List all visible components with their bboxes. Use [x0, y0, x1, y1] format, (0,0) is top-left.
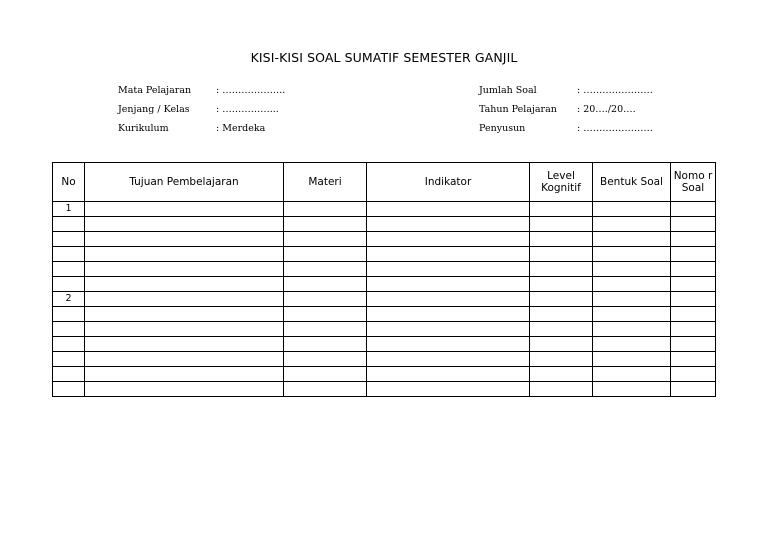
table-cell — [367, 217, 530, 232]
table-cell — [593, 292, 671, 307]
table-cell — [284, 337, 367, 352]
info-row-jumlah-soal — [479, 81, 653, 100]
table-row — [53, 322, 716, 337]
info-value: : …………………. — [577, 123, 653, 134]
table-cell — [593, 337, 671, 352]
document-title: KISI-KISI SOAL SUMATIF SEMESTER GANJIL — [250, 50, 518, 65]
table-cell — [284, 247, 367, 262]
table-cell — [367, 232, 530, 247]
table-cell — [530, 262, 593, 277]
table-row — [53, 262, 716, 277]
row-number-cell — [53, 322, 85, 337]
table-cell — [85, 382, 284, 397]
table-cell — [530, 307, 593, 322]
table-cell — [671, 382, 716, 397]
header-materi: Materi — [284, 163, 367, 202]
row-number-cell — [53, 232, 85, 247]
table-cell — [284, 322, 367, 337]
info-right — [479, 81, 653, 138]
info-label: Tahun Pelajaran — [479, 104, 557, 115]
info-label: Mata Pelajaran — [118, 85, 192, 96]
table-cell — [367, 292, 530, 307]
table-row — [53, 382, 716, 397]
table-cell — [671, 262, 716, 277]
table-cell — [85, 262, 284, 277]
table-cell — [593, 322, 671, 337]
row-number-cell — [53, 262, 85, 277]
table-cell — [284, 367, 367, 382]
header-level-kognitif: Level Kognitif — [530, 163, 593, 202]
table-cell — [367, 307, 530, 322]
table-cell — [530, 382, 593, 397]
table-cell — [85, 352, 284, 367]
table-cell — [284, 217, 367, 232]
info-label: Jenjang / Kelas — [118, 104, 190, 115]
table-cell — [367, 367, 530, 382]
table-cell — [85, 337, 284, 352]
table-cell — [593, 382, 671, 397]
row-number-cell: 1 — [53, 202, 85, 217]
table-row — [53, 367, 716, 382]
table-cell — [367, 247, 530, 262]
table-cell — [671, 232, 716, 247]
table-cell — [671, 322, 716, 337]
table-cell — [593, 307, 671, 322]
table-cell — [671, 367, 716, 382]
table-cell — [593, 202, 671, 217]
table-cell — [284, 352, 367, 367]
table-cell — [671, 352, 716, 367]
table-cell — [530, 217, 593, 232]
table-row — [53, 352, 716, 367]
table-cell — [593, 352, 671, 367]
info-label: Penyusun — [479, 123, 526, 134]
table-cell — [85, 277, 284, 292]
table-cell — [85, 322, 284, 337]
table-cell — [671, 307, 716, 322]
table-cell — [85, 247, 284, 262]
info-label: Kurikulum — [118, 123, 169, 134]
table-cell — [367, 262, 530, 277]
info-row-penyusun — [479, 119, 653, 138]
table-row — [53, 307, 716, 322]
info-value: : Merdeka — [216, 123, 266, 134]
info-value: : 20…./20…. — [577, 104, 636, 115]
row-number-cell — [53, 337, 85, 352]
table-cell — [85, 202, 284, 217]
table-cell — [367, 277, 530, 292]
table-cell — [593, 262, 671, 277]
row-number-cell — [53, 277, 85, 292]
table-cell — [284, 382, 367, 397]
table-cell — [284, 277, 367, 292]
table-row — [53, 337, 716, 352]
table-cell — [530, 292, 593, 307]
table-cell — [671, 292, 716, 307]
table-cell — [367, 202, 530, 217]
table-cell — [367, 382, 530, 397]
table-cell — [530, 232, 593, 247]
table-cell — [593, 277, 671, 292]
header-bentuk-soal: Bentuk Soal — [593, 163, 671, 202]
table-row — [53, 277, 716, 292]
table-cell — [530, 277, 593, 292]
table-header-row — [53, 163, 716, 202]
header-nomor-soal: Nomo r Soal — [671, 163, 716, 202]
info-value: : …………………. — [577, 85, 653, 96]
info-value: : ……………... — [216, 104, 279, 115]
table-cell — [85, 292, 284, 307]
table-cell — [367, 337, 530, 352]
table-cell — [284, 307, 367, 322]
header-no: No — [53, 163, 85, 202]
table-cell — [85, 217, 284, 232]
row-number-cell — [53, 352, 85, 367]
table-cell — [85, 307, 284, 322]
table-body — [53, 202, 716, 397]
info-row-jenjang-kelas — [118, 100, 285, 119]
info-label: Jumlah Soal — [479, 85, 537, 96]
table-cell — [284, 292, 367, 307]
info-row-kurikulum — [118, 119, 285, 138]
table-cell — [530, 202, 593, 217]
info-left — [118, 81, 285, 138]
table-cell — [284, 202, 367, 217]
table-row — [53, 247, 716, 262]
row-number-cell — [53, 382, 85, 397]
kisi-kisi-table — [52, 162, 716, 397]
table-cell — [530, 367, 593, 382]
table-cell — [85, 232, 284, 247]
table-cell — [530, 352, 593, 367]
table-cell — [593, 217, 671, 232]
table-cell — [367, 352, 530, 367]
info-row-tahun-pelajaran — [479, 100, 653, 119]
header-indikator: Indikator — [367, 163, 530, 202]
table-row — [53, 232, 716, 247]
table-cell — [284, 232, 367, 247]
table-cell — [593, 367, 671, 382]
info-row-mata-pelajaran — [118, 81, 285, 100]
table-cell — [530, 322, 593, 337]
row-number-cell — [53, 217, 85, 232]
table-cell — [530, 247, 593, 262]
table-row — [53, 217, 716, 232]
row-number-cell — [53, 367, 85, 382]
table-cell — [593, 232, 671, 247]
table-cell — [671, 337, 716, 352]
table-row — [53, 292, 716, 307]
table-cell — [671, 202, 716, 217]
table-cell — [671, 247, 716, 262]
table-cell — [593, 247, 671, 262]
table-cell — [530, 337, 593, 352]
info-value: : ……………….. — [216, 85, 286, 96]
table-row — [53, 202, 716, 217]
table-cell — [671, 277, 716, 292]
table-cell — [367, 322, 530, 337]
table-cell — [284, 262, 367, 277]
table-cell — [671, 217, 716, 232]
table-cell — [85, 367, 284, 382]
row-number-cell — [53, 247, 85, 262]
row-number-cell — [53, 307, 85, 322]
header-tujuan-pembelajaran: Tujuan Pembelajaran — [85, 163, 284, 202]
row-number-cell: 2 — [53, 292, 85, 307]
